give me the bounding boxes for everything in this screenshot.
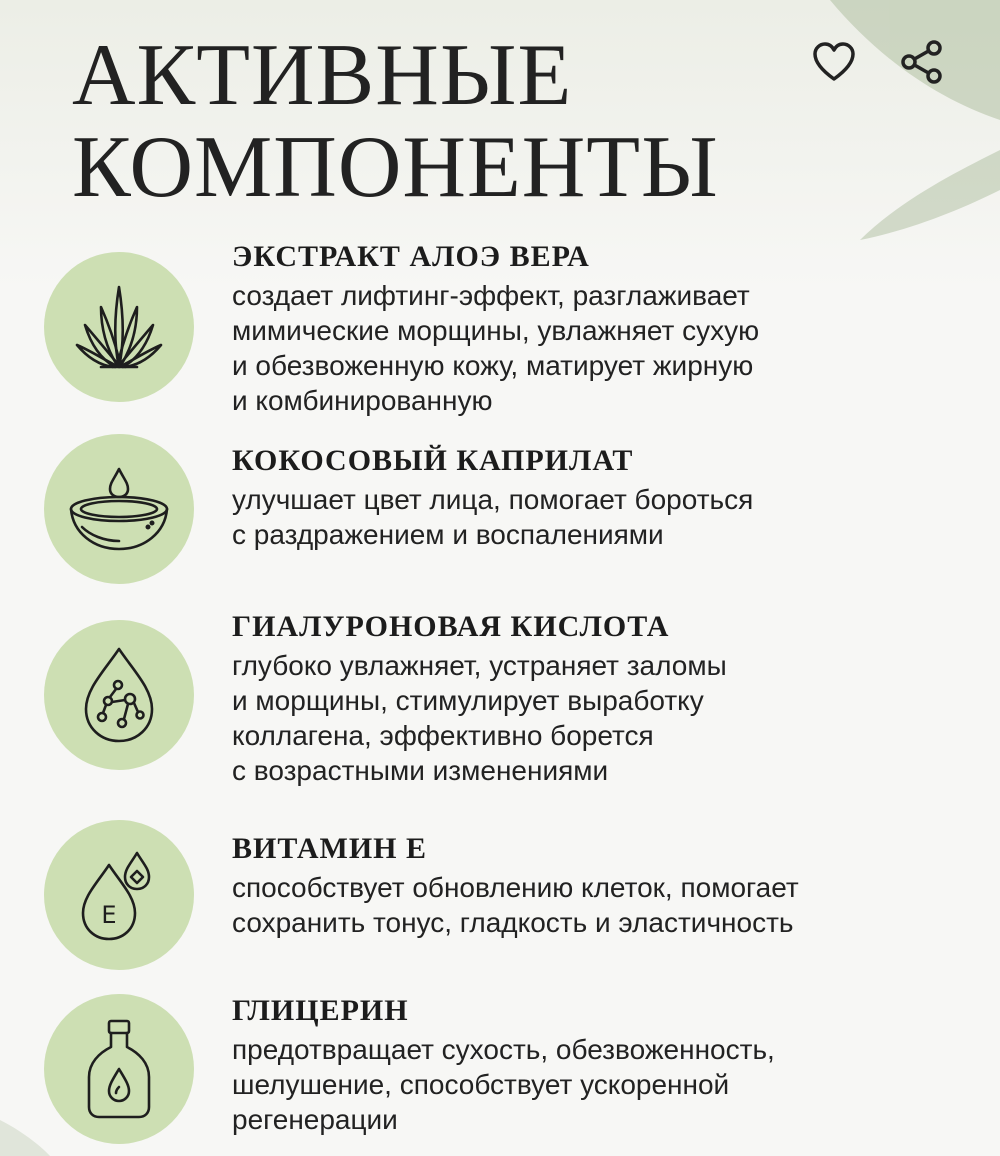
heart-icon[interactable] bbox=[810, 38, 858, 86]
description-line: с возрастными изменениями bbox=[232, 755, 609, 786]
title-line-2: КОМПОНЕНТЫ bbox=[72, 119, 719, 216]
component-heading: ГЛИЦЕРИН bbox=[232, 994, 409, 1027]
page-title bbox=[72, 27, 719, 216]
description-line: мимические морщины, увлажняет сухую bbox=[232, 315, 760, 346]
description-line: улучшает цвет лица, помогает бороться bbox=[232, 484, 754, 515]
molecule-drop-icon bbox=[44, 620, 194, 770]
component-description bbox=[232, 648, 972, 788]
description-line: регенерации bbox=[232, 1104, 398, 1135]
description-line: и морщины, стимулирует выработку bbox=[232, 685, 704, 716]
description-line: с раздражением и воспалениями bbox=[232, 519, 664, 550]
description-line: предотвращает сухость, обезвоженность, bbox=[232, 1034, 775, 1065]
coconut-bowl-icon bbox=[44, 434, 194, 584]
glycerin-bottle-icon bbox=[44, 994, 194, 1144]
aloe-icon bbox=[44, 252, 194, 402]
description-line: коллагена, эффективно борется bbox=[232, 720, 654, 751]
action-bar bbox=[810, 38, 946, 86]
component-text bbox=[232, 444, 972, 552]
svg-text:E: E bbox=[101, 901, 117, 929]
component-description bbox=[232, 1032, 972, 1137]
share-icon[interactable] bbox=[898, 38, 946, 86]
component-heading: ГИАЛУРОНОВАЯ КИСЛОТА bbox=[232, 610, 670, 643]
title-line-1: АКТИВНЫЕ bbox=[72, 27, 573, 124]
vitamin-e-icon bbox=[44, 820, 194, 970]
component-description bbox=[232, 870, 972, 940]
component-text bbox=[232, 994, 972, 1137]
component-heading: КОКОСОВЫЙ КАПРИЛАТ bbox=[232, 444, 634, 477]
component-heading: ЭКСТРАКТ АЛОЭ ВЕРА bbox=[232, 240, 590, 273]
description-line: способствует обновлению клеток, помогает bbox=[232, 872, 799, 903]
component-text bbox=[232, 832, 972, 940]
component-description bbox=[232, 482, 972, 552]
description-line: глубоко увлажняет, устраняет заломы bbox=[232, 650, 727, 681]
description-line: и комбинированную bbox=[232, 385, 493, 416]
component-description bbox=[232, 278, 972, 418]
description-line: создает лифтинг-эффект, разглаживает bbox=[232, 280, 750, 311]
description-line: сохранить тонус, гладкость и эластичность bbox=[232, 907, 794, 938]
description-line: и обезвоженную кожу, матирует жирную bbox=[232, 350, 754, 381]
component-text bbox=[232, 240, 972, 418]
description-line: шелушение, способствует ускоренной bbox=[232, 1069, 730, 1100]
component-heading: ВИТАМИН Е bbox=[232, 832, 428, 865]
component-text bbox=[232, 610, 972, 788]
